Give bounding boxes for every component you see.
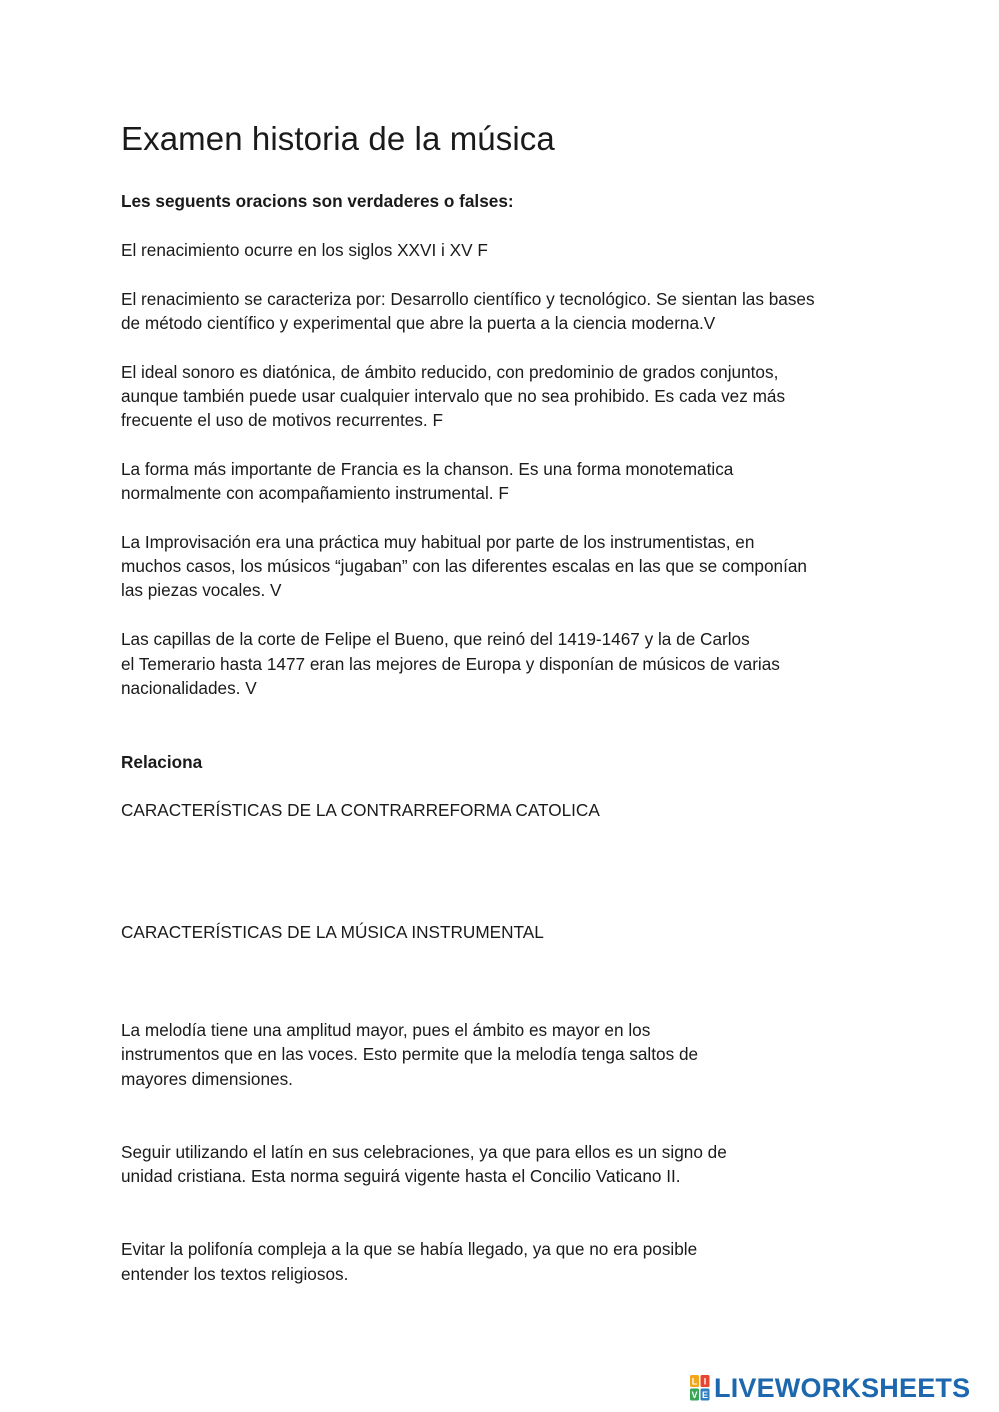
- statement-line: El renacimiento se caracteriza por: Desarrollo científico y tecnológico. Se sientan las bases: [121, 289, 815, 309]
- statement-line: muchos casos, los músicos “jugaban” con las diferentes escalas en las que se componían: [121, 556, 807, 576]
- option-line: mayores dimensiones.: [121, 1069, 293, 1089]
- option-line: instrumentos que en las voces. Esto permite que la melodía tenga saltos de: [121, 1044, 699, 1064]
- option-line: unidad cristiana. Esta norma seguirá vigente hasta el Concilio Vaticano II.: [121, 1166, 681, 1186]
- statement-line: frecuente el uso de motivos recurrentes. F: [121, 410, 443, 430]
- svg-text:L: L: [691, 1376, 698, 1387]
- statement-line: el Temerario hasta 1477 eran las mejores de Europa y disponían de músicos de varias: [121, 654, 780, 674]
- liveworksheets-brand: [690, 1372, 970, 1404]
- brand-name: LIVEWORKSHEETS: [714, 1372, 971, 1403]
- svg-text:I: I: [703, 1376, 707, 1387]
- statement-line: El renacimiento ocurre en los siglos XXVI i XV F: [121, 240, 488, 260]
- statement-line: La forma más importante de Francia es la chanson. Es una forma monotematica: [121, 459, 734, 479]
- statement-line: La Improvisación era una práctica muy habitual por parte de los instrumentistas, en: [121, 532, 755, 552]
- statement-line: El ideal sonoro es diatónica, de ámbito reducido, con predominio de grados conjuntos,: [121, 362, 779, 382]
- statement-line: Las capillas de la corte de Felipe el Bueno, que reinó del 1419-1467 y la de Carlos: [121, 629, 750, 649]
- category-contrarreforma: CARACTERÍSTICAS DE LA CONTRARREFORMA CATOLICA: [121, 800, 600, 820]
- svg-text:E: E: [701, 1390, 709, 1400]
- statement-line: aunque también puede usar cualquier intervalo que no sea prohibido. Es cada vez más: [121, 386, 786, 406]
- relaciona-heading: Relaciona: [121, 752, 203, 772]
- liveworksheets-logo-icon: [690, 1375, 710, 1401]
- statement-line: las piezas vocales. V: [121, 580, 282, 600]
- statement-line: de método científico y experimental que abre la puerta a la ciencia moderna.V: [121, 313, 716, 333]
- true-false-heading: Les seguents oracions son verdaderes o falses:: [121, 191, 514, 211]
- statement-line: normalmente con acompañamiento instrumental. F: [121, 483, 509, 503]
- option-line: Evitar la polifonía compleja a la que se había llegado, ya que no era posible: [121, 1239, 698, 1259]
- page-title: Examen historia de la música: [121, 120, 555, 157]
- category-musica-instrumental: CARACTERÍSTICAS DE LA MÚSICA INSTRUMENTAL: [121, 922, 544, 942]
- option-line: La melodía tiene una amplitud mayor, pues el ámbito es mayor en los: [121, 1020, 651, 1040]
- option-line: entender los textos religiosos.: [121, 1264, 349, 1284]
- statement-line: nacionalidades. V: [121, 678, 257, 698]
- option-line: Seguir utilizando el latín en sus celebraciones, ya que para ellos es un signo de: [121, 1142, 727, 1162]
- svg-text:V: V: [691, 1390, 698, 1400]
